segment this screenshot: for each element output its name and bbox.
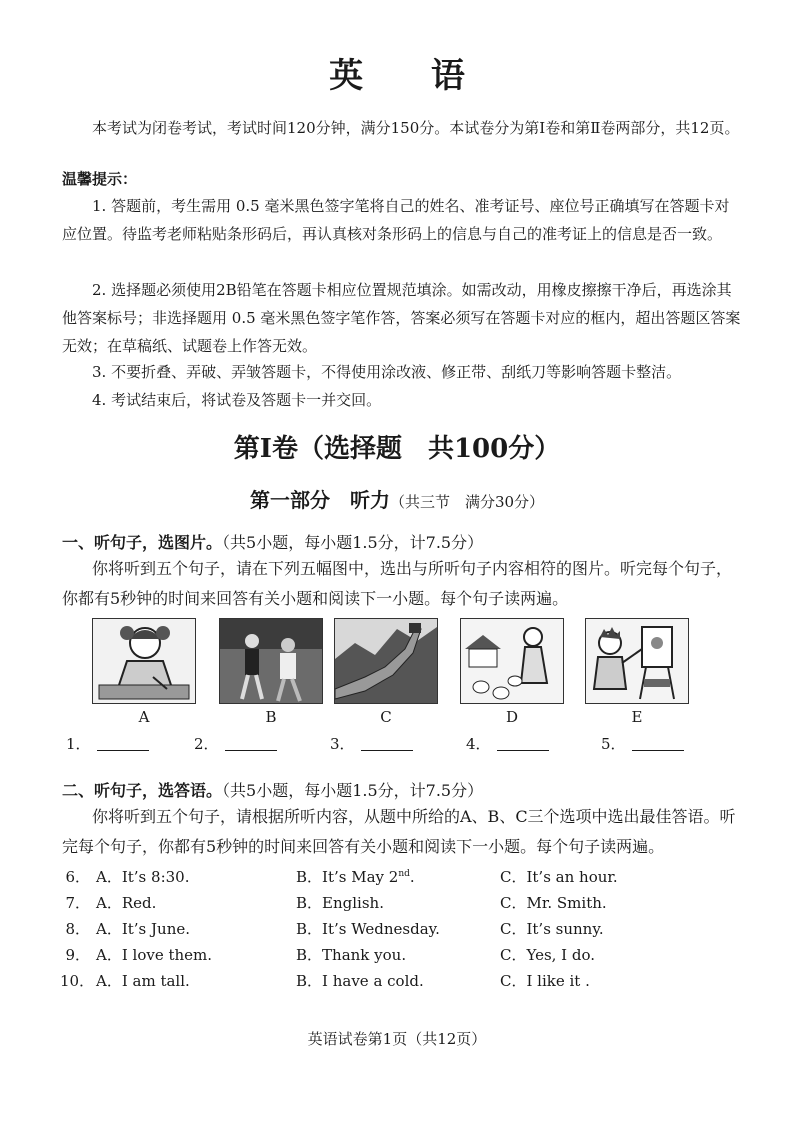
picture-d	[460, 618, 564, 704]
question-number: 10．	[60, 972, 95, 990]
answer-blank-4[interactable]	[466, 733, 549, 754]
option-a[interactable]: A．It’s June.	[96, 920, 190, 938]
page-footer: 英语试卷第1页（共12页）	[307, 1030, 487, 1048]
question-number: 6．	[65, 868, 90, 886]
blank-number: 1．	[66, 735, 91, 753]
section1-scoring: （共5小题，每小题1.5分，计7.5分）	[222, 533, 484, 552]
answer-blank-2[interactable]	[194, 733, 277, 754]
picture-label-c: C	[380, 708, 392, 726]
running-people-photo	[220, 619, 322, 703]
blank-number: 2．	[194, 735, 219, 753]
option-b[interactable]: B．It’s Wednesday.	[296, 920, 440, 938]
note-2: 2. 选择题必须使用2B铅笔在答题卡相应位置规范填涂。如需改动，用橡皮擦擦干净后，再选涂其他答案标号；非选择题用 0.5 毫米黑色签字笔作答，答案必须写在答题卡对应的框内，超出答题区答案无效；在草稿纸、试题卷上作答无效。	[62, 281, 741, 355]
question-number: 9．	[65, 946, 90, 964]
picture-label-b: B	[265, 708, 277, 726]
section2-scoring: （共5小题，每小题1.5分，计7.5分）	[222, 781, 484, 800]
blank-number: 4．	[466, 735, 491, 753]
part-note: （共三节 满分30分）	[389, 493, 545, 511]
farm-woman-illustration	[461, 619, 563, 703]
option-c[interactable]: C．It’s sunny.	[500, 920, 604, 938]
page-title: 英 语	[329, 56, 493, 96]
option-a[interactable]: A．I love them.	[96, 946, 213, 964]
picture-label-e: E	[631, 708, 643, 726]
picture-label-a: A	[138, 708, 150, 726]
option-b[interactable]: B．English.	[296, 894, 384, 912]
note-1: 1. 答题前，考生需用 0.5 毫米黑色签字笔将自己的姓名、准考证号、座位号正确填写在答题卡对应位置。待监考老师粘贴条形码后，再认真核对条形码上的信息与自己的准考证上的信息是否一致。	[62, 197, 730, 243]
option-b-text: B．It’s May 2	[296, 868, 399, 886]
blank-number: 5．	[601, 735, 626, 753]
section1-title: 一、听句子，选图片。	[62, 533, 223, 552]
part-title	[0, 484, 794, 513]
option-b-superscript: nd	[398, 869, 410, 879]
notice-label: 温馨提示：	[62, 170, 138, 188]
note-3: 3. 不要折叠、弄破、弄皱答题卡，不得使用涂改液、修正带、刮纸刀等影响答题卡整洁。	[92, 363, 682, 381]
picture-e	[585, 618, 689, 704]
section1-instruction: 你将听到五个句子，请在下列五幅图中，选出与所听句子内容相符的图片。听完每个句子，你都有5秒钟的时间来回答有关小题和阅读下一小题。每个句子读两遍。	[62, 559, 733, 608]
picture-c	[334, 618, 438, 704]
answer-blank-5[interactable]	[601, 733, 684, 754]
exam-intro: 本考试为闭卷考试，考试时间120分钟，满分150分。本试卷分为第Ⅰ卷和第Ⅱ卷两部分，共12页。	[92, 119, 740, 137]
part-name: 第一部分 听力	[249, 488, 390, 512]
note-4: 4. 考试结束后，将试卷及答题卡一并交回。	[92, 391, 382, 409]
section2-heading	[62, 778, 483, 801]
option-a[interactable]: A．I am tall.	[96, 972, 190, 990]
option-c[interactable]: C．Yes, I do.	[500, 946, 596, 964]
volume-title: 第Ⅰ卷（选择题 共100分）	[233, 434, 561, 464]
question-number: 7．	[65, 894, 90, 912]
section1-heading	[62, 530, 483, 553]
option-a[interactable]: A．Red.	[96, 894, 157, 912]
picture-label-d: D	[505, 708, 519, 726]
section2-title: 二、听句子，选答语。	[62, 781, 223, 800]
girl-writing-illustration	[93, 619, 195, 703]
option-b-tail: .	[409, 868, 415, 886]
great-wall-photo	[335, 619, 437, 703]
option-b[interactable]: B．Thank you.	[296, 946, 407, 964]
boy-painting-illustration	[586, 619, 688, 703]
picture-a	[92, 618, 196, 704]
picture-b	[219, 618, 323, 704]
answer-blank-1[interactable]	[66, 733, 149, 754]
option-a[interactable]: A．It’s 8:30.	[96, 868, 190, 886]
option-b[interactable]: B．I have a cold.	[296, 972, 424, 990]
answer-blank-3[interactable]	[330, 733, 413, 754]
option-c[interactable]: C．I like it .	[500, 972, 590, 990]
option-c[interactable]: C．Mr. Smith.	[500, 894, 607, 912]
option-b[interactable]	[296, 866, 415, 887]
question-number: 8．	[65, 920, 90, 938]
section2-instruction: 你将听到五个句子，请根据所听内容，从题中所给的A、B、C三个选项中选出最佳答语。听完每个句子，你都有5秒钟的时间来回答有关小题和阅读下一小题。每个句子读两遍。	[62, 807, 736, 856]
blank-number: 3．	[330, 735, 355, 753]
option-c[interactable]: C．It’s an hour.	[500, 868, 618, 886]
